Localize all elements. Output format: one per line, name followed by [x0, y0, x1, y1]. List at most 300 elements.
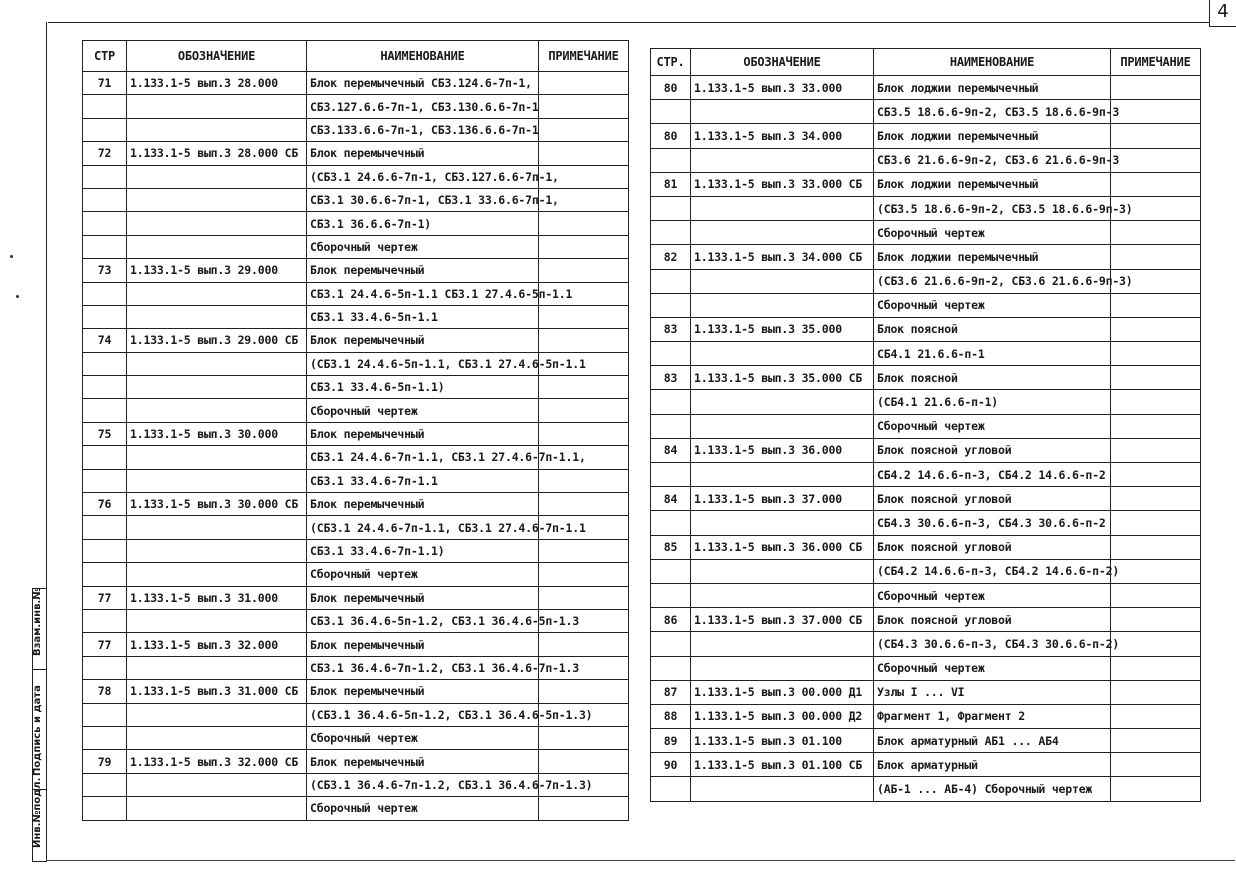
- cell-note: [1111, 317, 1201, 341]
- stamp-cell-replaced-inv: [33, 589, 47, 670]
- table-row: [83, 399, 629, 422]
- cell-name: Блок перемычечный: [307, 586, 539, 609]
- table-row: [83, 726, 629, 749]
- cell-note: [1111, 390, 1201, 414]
- cell-designation: 1.133.1-5 вып.3 34.000 СБ: [691, 245, 874, 269]
- table-row: [651, 511, 1201, 535]
- cell-note: [539, 118, 629, 141]
- cell-page: 76: [83, 493, 127, 516]
- cell-designation: 1.133.1-5 вып.3 29.000: [127, 259, 307, 282]
- cell-name: Блок перемычечный: [307, 680, 539, 703]
- table-row: [651, 463, 1201, 487]
- cell-name: Блок лоджии перемычечный: [874, 76, 1111, 100]
- cell-name: Блок перемычечный СБ3.124.6-7п-1,: [307, 72, 539, 95]
- cell-note: [1111, 366, 1201, 390]
- cell-name: СБ3.1 36.4.6-7п-1.2, СБ3.1 36.4.6-7п-1.3: [307, 656, 539, 679]
- cell-note: [539, 95, 629, 118]
- table-row: [651, 487, 1201, 511]
- cell-page: [83, 726, 127, 749]
- header-str: СТР.: [651, 49, 691, 76]
- cell-designation: [127, 118, 307, 141]
- cell-designation: [127, 703, 307, 726]
- cell-designation: [127, 609, 307, 632]
- cell-name: Сборочный чертеж: [307, 235, 539, 258]
- cell-name: Сборочный чертеж: [874, 656, 1111, 680]
- cell-page: [83, 563, 127, 586]
- table-row: [651, 269, 1201, 293]
- cell-note: [539, 797, 629, 820]
- cell-name: СБ4.3 30.6.6-п-3, СБ4.3 30.6.6-п-2: [874, 511, 1111, 535]
- cell-page: 87: [651, 680, 691, 704]
- right-specification-table: [650, 48, 1201, 802]
- cell-designation: [691, 196, 874, 220]
- cell-page: [83, 95, 127, 118]
- table-row: [651, 196, 1201, 220]
- cell-note: [1111, 656, 1201, 680]
- table-row: [651, 366, 1201, 390]
- cell-page: [83, 352, 127, 375]
- cell-note: [539, 469, 629, 492]
- header-designation: ОБОЗНАЧЕНИЕ: [127, 41, 307, 72]
- cell-designation: [691, 777, 874, 801]
- cell-designation: 1.133.1-5 вып.3 30.000: [127, 422, 307, 445]
- cell-name: СБ3.1 33.4.6-7п-1.1: [307, 469, 539, 492]
- cell-page: 73: [83, 259, 127, 282]
- cell-designation: [127, 539, 307, 562]
- cell-page: [651, 148, 691, 172]
- cell-note: [539, 680, 629, 703]
- cell-designation: 1.133.1-5 вып.3 00.000 Д1: [691, 680, 874, 704]
- header-note: ПРИМЕЧАНИЕ: [539, 41, 629, 72]
- cell-designation: 1.133.1-5 вып.3 00.000 Д2: [691, 704, 874, 728]
- cell-note: [539, 329, 629, 352]
- cell-note: [1111, 583, 1201, 607]
- cell-note: [539, 72, 629, 95]
- cell-name: Сборочный чертеж: [307, 797, 539, 820]
- cell-name: (СБ4.1 21.6.6-п-1): [874, 390, 1111, 414]
- table-row: [651, 535, 1201, 559]
- table-row: [83, 188, 629, 211]
- cell-name: Сборочный чертеж: [874, 414, 1111, 438]
- cell-page: [83, 399, 127, 422]
- cell-designation: [127, 469, 307, 492]
- cell-note: [539, 493, 629, 516]
- cell-name: Блок поясной угловой: [874, 487, 1111, 511]
- scan-speck: [16, 295, 19, 298]
- cell-note: [1111, 704, 1201, 728]
- table-row: [651, 632, 1201, 656]
- cell-page: 78: [83, 680, 127, 703]
- table-row: [83, 118, 629, 141]
- cell-name: Блок поясной угловой: [874, 608, 1111, 632]
- cell-page: 71: [83, 72, 127, 95]
- stamp-label-replaced-inv: Взам.инв.№: [32, 587, 43, 656]
- cell-designation: [127, 188, 307, 211]
- table-row: [83, 773, 629, 796]
- cell-note: [1111, 221, 1201, 245]
- cell-name: (СБ4.2 14.6.6-п-3, СБ4.2 14.6.6-п-2): [874, 559, 1111, 583]
- cell-designation: [691, 414, 874, 438]
- cell-name: СБ3.1 36.4.6-5п-1.2, СБ3.1 36.4.6-5п-1.3: [307, 609, 539, 632]
- cell-note: [1111, 148, 1201, 172]
- cell-page: [83, 165, 127, 188]
- table-row: [83, 493, 629, 516]
- cell-page: [651, 463, 691, 487]
- cell-page: 88: [651, 704, 691, 728]
- cell-note: [1111, 753, 1201, 777]
- cell-designation: [127, 95, 307, 118]
- left-specification-table: [82, 40, 629, 821]
- table-row: [651, 76, 1201, 100]
- cell-name: СБ4.2 14.6.6-п-3, СБ4.2 14.6.6-п-2: [874, 463, 1111, 487]
- cell-note: [539, 399, 629, 422]
- cell-page: 83: [651, 366, 691, 390]
- table-row: [83, 633, 629, 656]
- cell-page: [651, 390, 691, 414]
- table-row: [651, 559, 1201, 583]
- right-table-header: [651, 49, 1201, 76]
- table-row: [83, 212, 629, 235]
- cell-page: [83, 235, 127, 258]
- cell-designation: 1.133.1-5 вып.3 31.000: [127, 586, 307, 609]
- cell-note: [539, 586, 629, 609]
- table-row: [83, 469, 629, 492]
- cell-name: Сборочный чертеж: [874, 583, 1111, 607]
- table-row: [651, 777, 1201, 801]
- cell-designation: [127, 797, 307, 820]
- cell-page: [83, 305, 127, 328]
- cell-name: СБ3.127.6.6-7п-1, СБ3.130.6.6-7п-1: [307, 95, 539, 118]
- stamp-label-signature-date: Подпись и дата: [32, 685, 43, 776]
- cell-name: Блок перемычечный: [307, 329, 539, 352]
- cell-name: СБ3.1 33.4.6-7п-1.1): [307, 539, 539, 562]
- cell-note: [539, 212, 629, 235]
- cell-designation: 1.133.1-5 вып.3 32.000: [127, 633, 307, 656]
- cell-designation: 1.133.1-5 вып.3 29.000 СБ: [127, 329, 307, 352]
- cell-note: [539, 633, 629, 656]
- cell-note: [539, 235, 629, 258]
- cell-name: (СБ3.1 24.6.6-7п-1, СБ3.127.6.6-7п-1,: [307, 165, 539, 188]
- frame-top-line: [48, 22, 1210, 23]
- header-str: СТР: [83, 41, 127, 72]
- table-row: [651, 342, 1201, 366]
- cell-page: [83, 469, 127, 492]
- table-row: [651, 656, 1201, 680]
- cell-name: СБ3.133.6.6-7п-1, СБ3.136.6.6-7п-1: [307, 118, 539, 141]
- stamp-cell-inv-original: [32, 777, 47, 861]
- cell-page: 81: [651, 172, 691, 196]
- cell-page: [83, 797, 127, 820]
- cell-designation: [691, 269, 874, 293]
- cell-name: (СБ3.5 18.6.6-9п-2, СБ3.5 18.6.6-9п-3): [874, 196, 1111, 220]
- cell-designation: 1.133.1-5 вып.3 32.000 СБ: [127, 750, 307, 773]
- cell-name: Блок арматурный: [874, 753, 1111, 777]
- cell-note: [539, 422, 629, 445]
- cell-designation: [691, 632, 874, 656]
- cell-designation: 1.133.1-5 вып.3 36.000 СБ: [691, 535, 874, 559]
- cell-note: [1111, 559, 1201, 583]
- scan-speck: [10, 255, 13, 258]
- cell-designation: 1.133.1-5 вып.3 35.000 СБ: [691, 366, 874, 390]
- cell-name: СБ3.5 18.6.6-9п-2, СБ3.5 18.6.6-9п-3: [874, 100, 1111, 124]
- cell-page: 72: [83, 142, 127, 165]
- cell-note: [1111, 293, 1201, 317]
- table-row: [83, 72, 629, 95]
- table-row: [83, 165, 629, 188]
- cell-page: 79: [83, 750, 127, 773]
- cell-page: [651, 559, 691, 583]
- header-name: НАИМЕНОВАНИЕ: [307, 41, 539, 72]
- table-row: [83, 95, 629, 118]
- cell-name: Блок перемычечный: [307, 422, 539, 445]
- cell-page: [83, 446, 127, 469]
- cell-designation: 1.133.1-5 вып.3 31.000 СБ: [127, 680, 307, 703]
- table-row: [83, 235, 629, 258]
- table-row: [651, 414, 1201, 438]
- cell-name: (АБ-1 ... АБ-4) Сборочный чертеж: [874, 777, 1111, 801]
- cell-page: 84: [651, 487, 691, 511]
- cell-page: [83, 539, 127, 562]
- cell-page: 74: [83, 329, 127, 352]
- cell-note: [539, 563, 629, 586]
- cell-note: [1111, 511, 1201, 535]
- cell-designation: 1.133.1-5 вып.3 35.000: [691, 317, 874, 341]
- cell-name: СБ4.1 21.6.6-п-1: [874, 342, 1111, 366]
- cell-page: [83, 212, 127, 235]
- cell-page: [651, 269, 691, 293]
- cell-page: [83, 773, 127, 796]
- table-row: [83, 516, 629, 539]
- cell-page: [651, 342, 691, 366]
- cell-designation: [691, 342, 874, 366]
- header-note: ПРИМЕЧАНИЕ: [1111, 49, 1201, 76]
- cell-page: 89: [651, 729, 691, 753]
- table-row: [651, 317, 1201, 341]
- cell-page: [83, 609, 127, 632]
- cell-note: [1111, 777, 1201, 801]
- cell-name: Блок поясной угловой: [874, 535, 1111, 559]
- table-row: [83, 305, 629, 328]
- cell-designation: [127, 726, 307, 749]
- table-row: [83, 376, 629, 399]
- cell-designation: [127, 165, 307, 188]
- cell-name: Сборочный чертеж: [307, 726, 539, 749]
- cell-designation: [127, 563, 307, 586]
- table-row: [83, 446, 629, 469]
- cell-name: Узлы I ... VI: [874, 680, 1111, 704]
- cell-name: Блок перемычечный: [307, 750, 539, 773]
- cell-note: [539, 259, 629, 282]
- cell-note: [539, 376, 629, 399]
- cell-name: Сборочный чертеж: [307, 399, 539, 422]
- cell-page: [651, 656, 691, 680]
- table-row: [651, 245, 1201, 269]
- cell-page: [83, 188, 127, 211]
- table-row: [83, 329, 629, 352]
- cell-note: [1111, 463, 1201, 487]
- table-row: [651, 608, 1201, 632]
- table-row: [83, 422, 629, 445]
- cell-note: [1111, 608, 1201, 632]
- cell-designation: [691, 511, 874, 535]
- cell-page: 75: [83, 422, 127, 445]
- cell-designation: [127, 352, 307, 375]
- cell-designation: [127, 399, 307, 422]
- table-row: [651, 148, 1201, 172]
- cell-designation: 1.133.1-5 вып.3 01.100 СБ: [691, 753, 874, 777]
- cell-designation: 1.133.1-5 вып.3 37.000: [691, 487, 874, 511]
- table-row: [651, 729, 1201, 753]
- cell-designation: [127, 235, 307, 258]
- cell-name: Блок перемычечный: [307, 259, 539, 282]
- cell-designation: [127, 656, 307, 679]
- cell-name: СБ3.1 24.4.6-7п-1.1, СБ3.1 27.4.6-7п-1.1,: [307, 446, 539, 469]
- cell-designation: [127, 446, 307, 469]
- frame-bottom-line: [46, 860, 1235, 861]
- table-row: [83, 352, 629, 375]
- cell-designation: [127, 282, 307, 305]
- header-name: НАИМЕНОВАНИЕ: [874, 49, 1111, 76]
- table-row: [651, 293, 1201, 317]
- cell-name: Блок перемычечный: [307, 633, 539, 656]
- cell-designation: 1.133.1-5 вып.3 28.000 СБ: [127, 142, 307, 165]
- table-row: [83, 609, 629, 632]
- table-row: [651, 221, 1201, 245]
- header-designation: ОБОЗНАЧЕНИЕ: [691, 49, 874, 76]
- cell-designation: [127, 212, 307, 235]
- cell-note: [539, 726, 629, 749]
- cell-page: [83, 656, 127, 679]
- stamp-label-inv-original: Инв.№подл.: [32, 777, 43, 848]
- cell-note: [1111, 729, 1201, 753]
- cell-page: 77: [83, 586, 127, 609]
- cell-designation: [127, 305, 307, 328]
- cell-name: СБ3.1 36.6.6-7п-1): [307, 212, 539, 235]
- cell-designation: [691, 463, 874, 487]
- cell-page: [651, 511, 691, 535]
- cell-designation: 1.133.1-5 вып.3 34.000: [691, 124, 874, 148]
- cell-designation: [691, 221, 874, 245]
- cell-page: [651, 583, 691, 607]
- cell-name: Блок поясной: [874, 366, 1111, 390]
- cell-designation: [691, 583, 874, 607]
- table-row: [651, 753, 1201, 777]
- table-row: [651, 390, 1201, 414]
- cell-name: (СБ3.6 21.6.6-9п-2, СБ3.6 21.6.6-9п-3): [874, 269, 1111, 293]
- cell-page: [651, 221, 691, 245]
- cell-note: [539, 539, 629, 562]
- table-row: [83, 680, 629, 703]
- table-row: [83, 563, 629, 586]
- cell-name: СБ3.1 33.4.6-5п-1.1): [307, 376, 539, 399]
- cell-name: СБ3.1 33.4.6-5п-1.1: [307, 305, 539, 328]
- table-row: [651, 438, 1201, 462]
- cell-page: 77: [83, 633, 127, 656]
- cell-page: [83, 282, 127, 305]
- cell-note: [1111, 172, 1201, 196]
- cell-page: [83, 118, 127, 141]
- cell-page: [83, 703, 127, 726]
- cell-name: Блок поясной: [874, 317, 1111, 341]
- cell-designation: [127, 516, 307, 539]
- cell-page: 82: [651, 245, 691, 269]
- cell-note: [1111, 632, 1201, 656]
- cell-designation: [127, 376, 307, 399]
- cell-page: 83: [651, 317, 691, 341]
- cell-note: [1111, 124, 1201, 148]
- cell-designation: 1.133.1-5 вып.3 33.000 СБ: [691, 172, 874, 196]
- cell-designation: [691, 100, 874, 124]
- cell-page: 90: [651, 753, 691, 777]
- cell-name: Блок арматурный АБ1 ... АБ4: [874, 729, 1111, 753]
- cell-name: СБ3.1 30.6.6-7п-1, СБ3.1 33.6.6-7п-1,: [307, 188, 539, 211]
- cell-name: Фрагмент 1, Фрагмент 2: [874, 704, 1111, 728]
- cell-page: 86: [651, 608, 691, 632]
- stamp-cell-signature-date: [33, 669, 47, 790]
- table-row: [651, 100, 1201, 124]
- table-row: [83, 142, 629, 165]
- cell-page: [651, 632, 691, 656]
- cell-note: [539, 750, 629, 773]
- cell-page: [651, 293, 691, 317]
- cell-note: [1111, 438, 1201, 462]
- cell-name: Блок лоджии перемычечный: [874, 124, 1111, 148]
- cell-page: [83, 516, 127, 539]
- cell-note: [1111, 342, 1201, 366]
- cell-designation: 1.133.1-5 вып.3 30.000 СБ: [127, 493, 307, 516]
- cell-designation: 1.133.1-5 вып.3 01.100: [691, 729, 874, 753]
- table-row: [83, 797, 629, 820]
- cell-name: Блок перемычечный: [307, 142, 539, 165]
- cell-note: [539, 305, 629, 328]
- cell-note: [1111, 76, 1201, 100]
- cell-name: (СБ4.3 30.6.6-п-3, СБ4.3 30.6.6-п-2): [874, 632, 1111, 656]
- cell-name: Сборочный чертеж: [874, 221, 1111, 245]
- cell-designation: [691, 148, 874, 172]
- cell-name: (СБ3.1 24.4.6-7п-1.1, СБ3.1 27.4.6-7п-1.1: [307, 516, 539, 539]
- cell-designation: 1.133.1-5 вып.3 37.000 СБ: [691, 608, 874, 632]
- table-row: [651, 172, 1201, 196]
- cell-name: Сборочный чертеж: [874, 293, 1111, 317]
- cell-page: [83, 376, 127, 399]
- cell-name: Блок перемычечный: [307, 493, 539, 516]
- cell-page: 80: [651, 76, 691, 100]
- cell-designation: [691, 559, 874, 583]
- cell-note: [1111, 487, 1201, 511]
- cell-designation: [691, 293, 874, 317]
- cell-name: СБ3.6 21.6.6-9п-2, СБ3.6 21.6.6-9п-3: [874, 148, 1111, 172]
- cell-page: [651, 100, 691, 124]
- table-row: [83, 586, 629, 609]
- table-row: [651, 680, 1201, 704]
- cell-designation: [691, 656, 874, 680]
- cell-note: [1111, 100, 1201, 124]
- table-row: [651, 704, 1201, 728]
- left-table-header: [83, 41, 629, 72]
- table-row: [83, 282, 629, 305]
- cell-designation: 1.133.1-5 вып.3 33.000: [691, 76, 874, 100]
- cell-name: Блок поясной угловой: [874, 438, 1111, 462]
- cell-designation: 1.133.1-5 вып.3 36.000: [691, 438, 874, 462]
- cell-note: [1111, 245, 1201, 269]
- cell-page: [651, 196, 691, 220]
- table-row: [651, 583, 1201, 607]
- cell-name: Сборочный чертеж: [307, 563, 539, 586]
- cell-page: 84: [651, 438, 691, 462]
- table-row: [83, 259, 629, 282]
- cell-designation: [127, 773, 307, 796]
- table-row: [83, 539, 629, 562]
